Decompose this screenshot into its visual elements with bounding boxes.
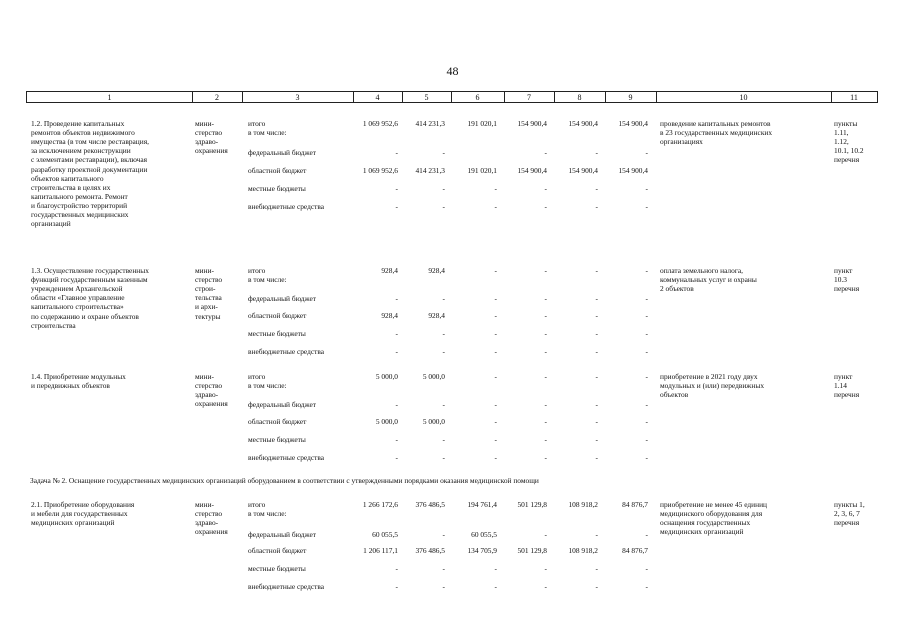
measure-name-line: и передвижных объектов [31,381,110,391]
amount-cell: 108 918,2 [568,500,598,509]
task-2-heading: Задача № 2. Оснащение государственных медицинских организаций оборудованием в соответствии с утвержденными порядками оказания медицинской помощи [30,476,539,485]
amount-cell: - [442,564,445,573]
header-cell: 11 [850,93,858,102]
executor-line: стерство [195,381,223,391]
executor-line: охранения [195,146,228,156]
amount-cell: 154 900,4 [568,166,598,175]
amount-cell: - [645,453,648,462]
executor-line: охранения [195,399,228,409]
expected-result-line: оплата земельного налога, [660,266,743,275]
budget-label-incl: в том числе: [248,381,287,390]
executor-line: мини- [195,119,215,128]
reference-points-line: 1.11, [834,128,849,138]
measure-name-line: по содержанию и охране объектов [31,311,139,321]
amount-cell: 154 900,4 [618,119,648,128]
amount-cell: 1 266 172,6 [362,500,398,509]
executor-line: мини- [195,500,215,509]
executor-line: стерство [195,509,223,519]
budget-label-incl: в том числе: [248,128,287,137]
amount-cell: - [395,347,398,356]
amount-cell: - [494,347,497,356]
amount-cell: - [645,530,648,539]
amount-cell: - [544,347,547,356]
executor-line: мини- [195,266,215,275]
amount-cell: - [595,266,598,275]
header-cell: 1 [107,93,112,102]
amount-cell: - [544,372,547,381]
header-cell: 9 [628,93,633,102]
amount-cell: - [395,453,398,462]
amount-cell: - [595,329,598,338]
amount-cell: - [645,202,648,211]
executor-line: и архи- [195,302,218,312]
amount-cell: - [645,564,648,573]
amount-cell: - [544,294,547,303]
amount-cell: - [494,294,497,303]
amount-cell: 154 900,4 [568,119,598,128]
measure-name-line: области «Главное управление [31,293,125,303]
budget-label-itogo: итого [248,119,266,128]
amount-cell: - [544,184,547,193]
amount-cell: - [442,329,445,338]
amount-cell: - [395,435,398,444]
reference-points-line: перечня [834,155,860,165]
expected-result-line: организациях [660,137,703,147]
reference-points-line: перечня [834,284,860,294]
amount-cell: - [442,184,445,193]
amount-cell: - [442,435,445,444]
amount-cell: 1 069 952,6 [362,166,398,175]
amount-cell: 84 876,7 [622,546,648,555]
amount-cell: - [494,453,497,462]
measure-name-line: капитального строительства» [31,302,124,312]
amount-cell: - [494,417,497,426]
header-cell: 3 [295,93,300,102]
amount-cell: - [544,148,547,157]
amount-cell: 5 000,0 [375,372,398,381]
amount-cell: - [645,400,648,409]
amount-cell: 928,4 [428,266,445,275]
reference-points-line: перечня [834,518,860,528]
amount-cell: - [494,400,497,409]
amount-cell: 414 231,3 [415,166,445,175]
budget-label-fed: федеральный бюджет [248,148,317,157]
expected-result-line: модульных и (или) передвижных [660,381,765,391]
amount-cell: - [442,148,445,157]
expected-result-line: 2 объектов [660,284,694,294]
amount-cell: - [494,372,497,381]
expected-result-line: приобретение в 2021 году двух [660,372,758,381]
amount-cell: - [395,148,398,157]
expected-result-line: оснащения государственных [660,518,751,528]
amount-cell: 928,4 [381,266,398,275]
budget-label-vneb: внебюджетные средства [248,202,325,211]
budget-label-incl: в том числе: [248,509,287,518]
amount-cell: - [544,564,547,573]
executor-line: мини- [195,372,215,381]
amount-cell: - [544,266,547,275]
budget-label-mest: местные бюджеты [248,435,306,444]
amount-cell: 376 486,5 [415,546,445,555]
amount-cell: - [494,266,497,275]
amount-cell: 191 020,1 [467,166,497,175]
amount-cell: - [442,400,445,409]
amount-cell: 928,4 [381,311,398,320]
budget-label-mest: местные бюджеты [248,329,306,338]
measure-name-line: с элементами реставрации), включая [31,155,148,165]
amount-cell: - [645,294,648,303]
amount-cell: - [544,530,547,539]
amount-cell: - [395,202,398,211]
amount-cell: - [595,372,598,381]
header-cell: 7 [527,93,531,102]
amount-cell: - [645,347,648,356]
reference-points-line: пункт [834,372,853,381]
amount-cell: - [544,329,547,338]
amount-cell: - [595,294,598,303]
amount-cell: - [595,347,598,356]
budget-label-fed: федеральный бюджет [248,400,317,409]
reference-points-line: пункты 1, [834,500,865,509]
amount-cell: - [544,202,547,211]
budget-label-vneb: внебюджетные средства [248,453,325,462]
measure-name-line: 2.1. Приобретение оборудования [31,500,135,509]
budget-label-obl: областной бюджет [248,417,307,426]
amount-cell: - [645,372,648,381]
amount-cell: - [442,530,445,539]
measure-name-line: и мебели для государственных [31,509,128,519]
measure-name-line: 1.3. Осуществление государственных [31,266,149,275]
budget-label-obl: областной бюджет [248,166,307,175]
measure-name-line: строительства в целях их [31,182,111,192]
reference-points-line: 10.3 [834,275,847,285]
amount-cell: - [395,564,398,573]
amount-cell: - [595,435,598,444]
executor-line: охранения [195,527,228,537]
budget-label-itogo: итого [248,500,266,509]
amount-cell: - [395,294,398,303]
header-cell: 6 [475,93,480,102]
budget-label-mest: местные бюджеты [248,184,306,193]
reference-points-line: пункт [834,266,853,275]
amount-cell: 134 705,9 [467,546,497,555]
expected-result-line: медицинских организаций [660,527,744,537]
amount-cell: 5 000,0 [422,417,445,426]
reference-points-line: пункты [834,119,858,128]
measure-name-line: функций государственным казенным [31,275,148,285]
measure-name-line: имущества (в том числе реставрация, [31,137,149,147]
reference-points-line: 1.14 [834,381,847,391]
amount-cell: - [645,266,648,275]
amount-cell: - [442,582,445,591]
amount-cell: 414 231,3 [415,119,445,128]
amount-cell: - [595,148,598,157]
expected-result-line: медицинского оборудования для [660,509,763,519]
measure-name-line: капитального ремонта. Ремонт [31,191,128,201]
expected-result-line: коммунальных услуг и охраны [660,275,757,285]
measure-name-line: ремонтов объектов недвижимого [31,128,135,138]
measure-name-line: медицинских организаций [31,518,115,528]
measure-name-line: за исключением реконструкции [31,146,131,156]
executor-line: стерство [195,128,223,138]
amount-cell: - [494,564,497,573]
measure-name-line: организаций [31,219,71,229]
measure-name-line: 1.4. Приобретение модульных [31,372,126,381]
amount-cell: 191 020,1 [467,119,497,128]
amount-cell: - [395,400,398,409]
amount-cell: - [595,453,598,462]
amount-cell: - [645,329,648,338]
budget-label-obl: областной бюджет [248,546,307,555]
amount-cell: - [494,202,497,211]
amount-cell: - [645,435,648,444]
page-number: 48 [446,64,459,78]
measure-name-line: 1.2. Проведение капитальных [31,119,125,128]
amount-cell: - [645,582,648,591]
amount-cell: - [442,347,445,356]
measure-name-line: объектов капитального [31,173,104,183]
budget-label-vneb: внебюджетные средства [248,347,325,356]
reference-points-line: 1.12, [834,137,849,147]
header-cell: 4 [375,93,380,102]
budget-label-itogo: итого [248,372,266,381]
budget-label-obl: областной бюджет [248,311,307,320]
amount-cell: - [645,417,648,426]
amount-cell: - [544,435,547,444]
amount-cell: 376 486,5 [415,500,445,509]
header-cell: 2 [215,93,219,102]
amount-cell: 84 876,7 [622,500,648,509]
amount-cell: - [645,311,648,320]
amount-cell: 108 918,2 [568,546,598,555]
amount-cell: - [595,311,598,320]
amount-cell: 154 900,4 [618,166,648,175]
amount-cell: 928,4 [428,311,445,320]
amount-cell: - [442,202,445,211]
amount-cell: - [544,311,547,320]
executor-line: здраво- [195,518,219,528]
expected-result-line: объектов [660,390,689,400]
amount-cell: - [595,582,598,591]
amount-cell: - [544,453,547,462]
executor-line: строи- [195,284,216,294]
header-cell: 8 [577,93,582,102]
reference-points-line: перечня [834,390,860,400]
header-cell: 10 [739,93,748,102]
expected-result-line: приобретение не менее 45 единиц [660,500,767,509]
amount-cell: - [494,184,497,193]
amount-cell: - [494,435,497,444]
budget-label-incl: в том числе: [248,275,287,284]
amount-cell: - [442,294,445,303]
amount-cell: 60 055,5 [372,530,398,539]
amount-cell: 501 129,8 [517,546,547,555]
amount-cell: - [544,400,547,409]
table-header-row [26,91,878,103]
amount-cell: 194 761,4 [467,500,497,509]
executor-line: здраво- [195,137,219,147]
amount-cell: - [544,582,547,591]
amount-cell: - [395,582,398,591]
amount-cell: - [395,184,398,193]
reference-points-line: 10.1, 10.2 [834,146,864,156]
amount-cell: - [494,329,497,338]
amount-cell: - [595,417,598,426]
amount-cell: - [395,329,398,338]
amount-cell: - [595,564,598,573]
budget-label-itogo: итого [248,266,266,275]
amount-cell: - [595,202,598,211]
amount-cell: 154 900,4 [517,166,547,175]
amount-cell: - [494,582,497,591]
executor-line: здраво- [195,390,219,400]
amount-cell: - [544,417,547,426]
budget-label-mest: местные бюджеты [248,564,306,573]
executor-line: тектуры [195,311,221,321]
budget-label-vneb: внебюджетные средства [248,582,325,591]
amount-cell: - [442,453,445,462]
reference-points-line: 2, 3, 6, 7 [834,509,860,519]
executor-line: тельства [195,293,222,303]
amount-cell: 154 900,4 [517,119,547,128]
budget-label-fed: федеральный бюджет [248,530,317,539]
measure-name-line: разработку проектной документации [31,164,148,174]
header-cell: 5 [424,93,429,102]
measure-name-line: учреждением Архангельской [31,284,123,294]
amount-cell: - [595,530,598,539]
amount-cell: 60 055,5 [471,530,497,539]
amount-cell: 1 206 117,1 [363,546,398,555]
expected-result-line: в 23 государственных медицинских [660,128,773,138]
amount-cell: 1 069 952,6 [362,119,398,128]
budget-label-fed: федеральный бюджет [248,294,317,303]
expected-result-line: проведение капитальных ремонтов [660,119,771,128]
amount-cell: 5 000,0 [375,417,398,426]
amount-cell: - [595,400,598,409]
amount-cell: - [595,184,598,193]
amount-cell: - [494,311,497,320]
amount-cell: - [645,148,648,157]
measure-name-line: и благоустройство территорий [31,200,128,210]
amount-cell: 5 000,0 [422,372,445,381]
executor-line: стерство [195,275,223,285]
amount-cell: 501 129,8 [517,500,547,509]
measure-name-line: государственных медицинских [31,210,129,219]
measure-name-line: строительства [31,320,76,330]
amount-cell: - [645,184,648,193]
